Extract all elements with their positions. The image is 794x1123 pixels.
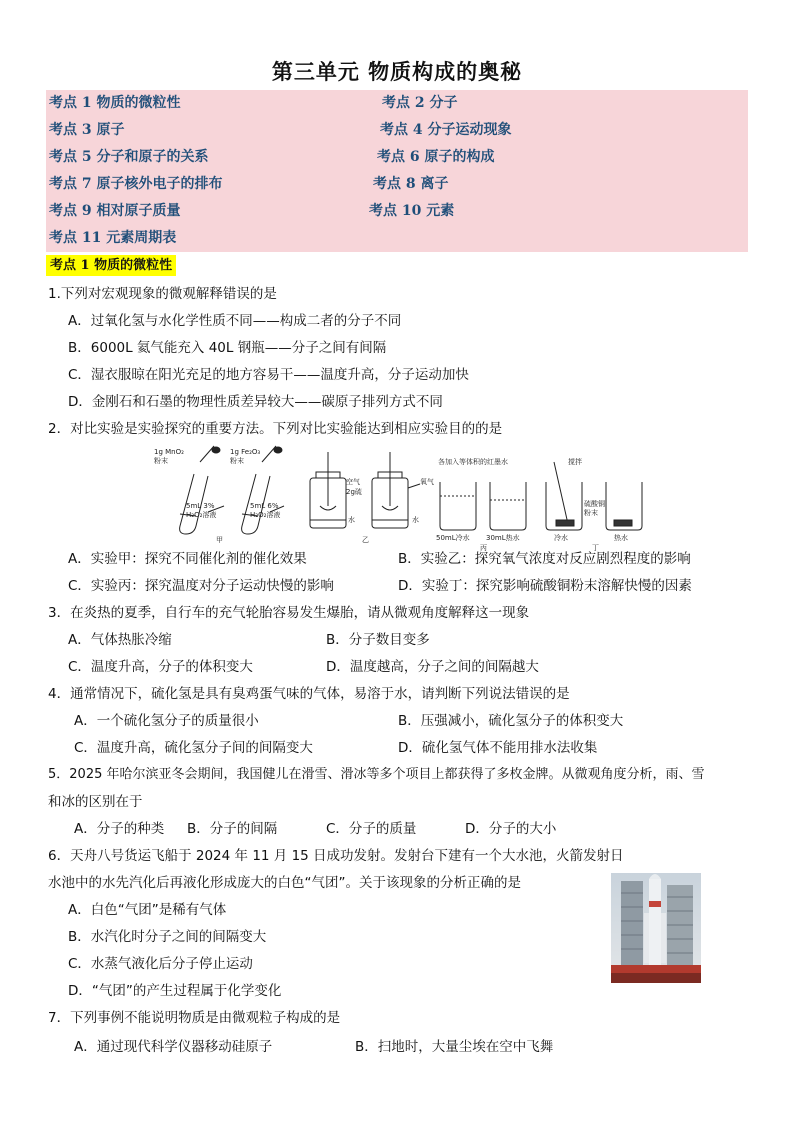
label-jia-powder2: 1g Fe₂O₃ xyxy=(230,448,261,456)
question-3-option-a: A．气体热胀冷缩 xyxy=(68,632,172,648)
question-5-option-a: A．分子的种类 xyxy=(74,821,165,837)
label-jia-powder1b: 粉末 xyxy=(154,457,168,465)
question-2-stem: 2．对比实验是实验探究的重要方法。下列对比实验能达到相应实验目的的是 xyxy=(48,421,503,437)
topic-item: 考点 5 分子和原子的关系 xyxy=(49,149,209,165)
question-2-option-a: A．实验甲：探究不同催化剂的催化效果 xyxy=(68,551,307,567)
question-5-option-c: C．分子的质量 xyxy=(326,821,417,837)
label-jia-powder1: 1g MnO₂ xyxy=(154,448,184,456)
question-1-option-b: B．6000L 氦气能充入 40L 钢瓶——分子之间有间隔 xyxy=(68,340,387,356)
topic-item: 考点 3 原子 xyxy=(49,122,125,138)
question-3-option-d: D．温度越高，分子之间的间隔越大 xyxy=(326,659,539,675)
label-jia-sol1b: H₂O₂溶液 xyxy=(186,511,217,519)
topic-item: 考点 2 分子 xyxy=(382,95,458,111)
question-4-option-a: A．一个硫化氢分子的质量很小 xyxy=(74,713,259,729)
question-1-stem: 1.下列对宏观现象的微观解释错误的是 xyxy=(48,286,277,302)
question-6-stem: 6．天舟八号货运飞船于 2024 年 11 月 15 日成功发射。发射台下建有一个大水池，火箭发射日 xyxy=(48,848,624,864)
label-jia-sol2: 5mL 6% xyxy=(250,502,279,510)
topic-item: 考点 10 元素 xyxy=(369,203,455,219)
topic-item: 考点 4 分子运动现象 xyxy=(380,122,512,138)
question-7-option-b: B．扫地时，大量尘埃在空中飞舞 xyxy=(355,1039,554,1055)
topic-item: 考点 6 原子的构成 xyxy=(377,149,495,165)
question-4-option-b: B．压强减小，硫化氢分子的体积变大 xyxy=(398,713,624,729)
question-3-option-c: C．温度升高，分子的体积变大 xyxy=(68,659,253,675)
topic-item: 考点 8 离子 xyxy=(373,176,449,192)
topic-index-row xyxy=(46,225,748,252)
question-2-option-d: D．实验丁：探究影响硫酸铜粉末溶解快慢的因素 xyxy=(398,578,692,594)
question-6-option-a: A．白色“气团”是稀有气体 xyxy=(68,902,227,918)
question-5-option-b: B．分子的间隔 xyxy=(187,821,278,837)
label-ding-hot: 热水 xyxy=(614,534,628,542)
question-7-stem: 7．下列事例不能说明物质是由微观粒子构成的是 xyxy=(48,1010,341,1026)
question-2-option-c: C．实验丙：探究温度对分子运动快慢的影响 xyxy=(68,578,334,594)
question-4-option-d: D．硫化氢气体不能用排水法收集 xyxy=(398,740,598,756)
topic-item: 考点 9 相对原子质量 xyxy=(49,203,181,219)
question-4-stem: 4．通常情况下，硫化氢是具有臭鸡蛋气味的气体，易溶于水，请判断下列说法错误的是 xyxy=(48,686,570,702)
question-1-option-a: A．过氧化氢与水化学性质不同——构成二者的分子不同 xyxy=(68,313,402,329)
label-yi-water2: 水 xyxy=(412,516,419,524)
question-6-option-b: B．水汽化时分子之间的间隔变大 xyxy=(68,929,267,945)
question-5-option-d: D．分子的大小 xyxy=(465,821,557,837)
label-ding-cold: 冷水 xyxy=(554,534,568,542)
question-6-stem-cont: 水池中的水先汽化后再液化形成庞大的白色“气团”。关于该现象的分析正确的是 xyxy=(48,875,521,891)
label-ding-cuso4b: 粉末 xyxy=(584,509,598,517)
label-yi-s: 2g硫 xyxy=(346,488,362,496)
topic-index-row xyxy=(46,198,748,225)
question-5-stem-cont: 和冰的区别在于 xyxy=(48,794,143,810)
label-bing-cold: 50mL冷水 xyxy=(436,534,470,542)
label-jia: 甲 xyxy=(216,536,223,544)
label-yi-o2: 氧气 xyxy=(420,478,434,486)
question-4-option-c: C．温度升高，硫化氢分子间的间隔变大 xyxy=(74,740,313,756)
label-ding-stir: 搅拌 xyxy=(568,458,582,466)
label-bing: 丙 xyxy=(480,544,487,552)
topic-index-row xyxy=(46,117,748,144)
label-jia-sol2b: H₂O₂溶液 xyxy=(250,511,281,519)
question-1-option-c: C．湿衣服晾在阳光充足的地方容易干——温度升高，分子运动加快 xyxy=(68,367,469,383)
rocket-launch-photo xyxy=(611,873,701,983)
label-ding-cuso4: 硫酸铜 xyxy=(584,500,605,508)
label-jia-sol1: 5mL 3% xyxy=(186,502,215,510)
topic-index-row xyxy=(46,171,748,198)
topic-index-row xyxy=(46,90,748,117)
label-bing-top: 各加入等体积的红墨水 xyxy=(438,458,508,466)
page-title: 第三单元 物质构成的奥秘 xyxy=(271,59,523,84)
question-3-stem: 3．在炎热的夏季，自行车的充气轮胎容易发生爆胎，请从微观角度解释这一现象 xyxy=(48,605,530,621)
question-6-option-c: C．水蒸气液化后分子停止运动 xyxy=(68,956,253,972)
experiment-figure xyxy=(150,444,650,552)
label-yi-air: 空气 xyxy=(346,478,360,486)
question-6-option-d: D．“气团”的产生过程属于化学变化 xyxy=(68,983,282,999)
label-bing-hot: 30mL热水 xyxy=(486,534,520,542)
section-heading: 考点 1 物质的微粒性 xyxy=(46,255,176,276)
question-2-option-b: B．实验乙：探究氧气浓度对反应剧烈程度的影响 xyxy=(398,551,691,567)
topic-item: 考点 1 物质的微粒性 xyxy=(49,95,181,111)
label-yi: 乙 xyxy=(362,536,369,544)
question-1-option-d: D．金刚石和石墨的物理性质差异较大——碳原子排列方式不同 xyxy=(68,394,443,410)
label-yi-water1: 水 xyxy=(348,516,355,524)
question-5-stem: 5．2025 年哈尔滨亚冬会期间，我国健儿在滑雪、滑冰等多个项目上都获得了多枚金牌。从微观角度分析，雨、雪 xyxy=(48,767,705,782)
topic-index-row xyxy=(46,144,748,171)
label-jia-powder2b: 粉末 xyxy=(230,457,244,465)
topic-item: 考点 7 原子核外电子的排布 xyxy=(49,176,223,192)
topic-item: 考点 11 元素周期表 xyxy=(49,230,177,246)
label-ding: 丁 xyxy=(592,544,599,552)
question-3-option-b: B．分子数目变多 xyxy=(326,632,430,648)
topic-index xyxy=(46,90,748,252)
question-7-option-a: A．通过现代科学仪器移动硅原子 xyxy=(74,1039,273,1055)
